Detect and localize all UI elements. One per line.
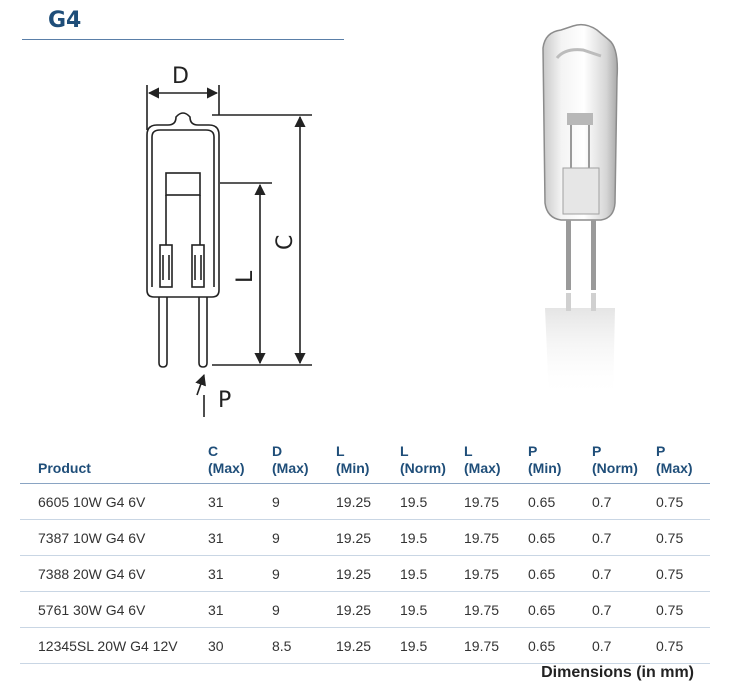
header-label-line2: (Min)	[336, 460, 370, 476]
cell-l-min: 19.25	[336, 493, 372, 510]
cell-l-norm: 19.5	[400, 601, 428, 618]
cell-d-max: 9	[272, 529, 280, 546]
header-label-line1: L	[336, 443, 345, 459]
header-label-line2: (Max)	[208, 460, 245, 476]
dim-d-label: D	[172, 64, 189, 89]
page-title: G4	[48, 8, 82, 33]
cell-product: 7387 10W G4 6V	[38, 529, 146, 546]
cell-product: 12345SL 20W G4 12V	[38, 637, 178, 654]
header-label-line2: (Norm)	[400, 460, 446, 476]
cell-d-max: 9	[272, 601, 280, 618]
header-l-norm	[400, 443, 464, 484]
lamp-photo	[505, 18, 675, 418]
cell-c-max: 30	[208, 637, 224, 654]
cell-p-max: 0.75	[656, 601, 684, 618]
cell-p-max: 0.75	[656, 565, 684, 582]
header-product-label: Product	[38, 460, 91, 476]
table-row	[20, 628, 710, 664]
cell-l-min: 19.25	[336, 529, 372, 546]
cell-p-norm: 0.7	[592, 601, 612, 618]
cell-p-min: 0.65	[528, 493, 556, 510]
cell-d-max: 9	[272, 493, 280, 510]
cell-p-min: 0.65	[528, 637, 556, 654]
cell-p-min: 0.65	[528, 601, 556, 618]
header-d-max	[272, 443, 336, 484]
cell-d-max: 8.5	[272, 637, 292, 654]
cell-p-min: 0.65	[528, 529, 556, 546]
cell-p-norm: 0.7	[592, 637, 612, 654]
cell-p-norm: 0.7	[592, 493, 612, 510]
header-l-max	[464, 443, 528, 484]
cell-l-min: 19.25	[336, 601, 372, 618]
cell-l-max: 19.75	[464, 529, 500, 546]
table-row	[20, 484, 710, 520]
header-p-max	[656, 443, 710, 484]
cell-p-min: 0.65	[528, 565, 556, 582]
table-row	[20, 520, 710, 556]
table-row	[20, 556, 710, 592]
cell-l-max: 19.75	[464, 601, 500, 618]
cell-product: 7388 20W G4 6V	[38, 565, 146, 582]
header-label-line2: (Max)	[656, 460, 693, 476]
cell-c-max: 31	[208, 529, 224, 546]
header-label-line1: L	[464, 443, 473, 459]
header-label-line1: D	[272, 443, 283, 459]
header-label-line2: (Max)	[464, 460, 501, 476]
header-c-max	[208, 443, 272, 484]
title-divider	[22, 39, 344, 40]
header-label-line2: (Norm)	[592, 460, 638, 476]
cell-l-norm: 19.5	[400, 637, 428, 654]
cell-p-norm: 0.7	[592, 529, 612, 546]
header-product	[20, 443, 208, 484]
cell-l-norm: 19.5	[400, 493, 428, 510]
header-label-line1: L	[400, 443, 409, 459]
cell-c-max: 31	[208, 601, 224, 618]
cell-l-max: 19.75	[464, 637, 500, 654]
table-row	[20, 592, 710, 628]
header-label-line1: P	[656, 443, 666, 459]
header-p-min	[528, 443, 592, 484]
header-label-line1: P	[528, 443, 538, 459]
dim-c-label: C	[273, 234, 298, 250]
cell-p-max: 0.75	[656, 493, 684, 510]
specification-table	[20, 443, 710, 664]
dim-p-label: P	[218, 388, 232, 413]
dimensions-footnote: Dimensions (in mm)	[541, 664, 694, 681]
header-label-line2: (Max)	[272, 460, 309, 476]
cell-l-min: 19.25	[336, 637, 372, 654]
header-p-norm	[592, 443, 656, 484]
lamp-dimension-diagram	[100, 55, 360, 425]
cell-product: 6605 10W G4 6V	[38, 493, 146, 510]
cell-product: 5761 30W G4 6V	[38, 601, 146, 618]
cell-c-max: 31	[208, 493, 224, 510]
cell-l-max: 19.75	[464, 493, 500, 510]
table-header-row	[20, 443, 710, 484]
cell-l-max: 19.75	[464, 565, 500, 582]
cell-l-norm: 19.5	[400, 565, 428, 582]
cell-p-norm: 0.7	[592, 565, 612, 582]
cell-c-max: 31	[208, 565, 224, 582]
dim-l-label: L	[233, 270, 258, 283]
header-l-min	[336, 443, 400, 484]
cell-l-norm: 19.5	[400, 529, 428, 546]
header-label-line1: P	[592, 443, 602, 459]
cell-p-max: 0.75	[656, 529, 684, 546]
cell-l-min: 19.25	[336, 565, 372, 582]
cell-d-max: 9	[272, 565, 280, 582]
cell-p-max: 0.75	[656, 637, 684, 654]
header-label-line2: (Min)	[528, 460, 562, 476]
header-label-line1: C	[208, 443, 219, 459]
